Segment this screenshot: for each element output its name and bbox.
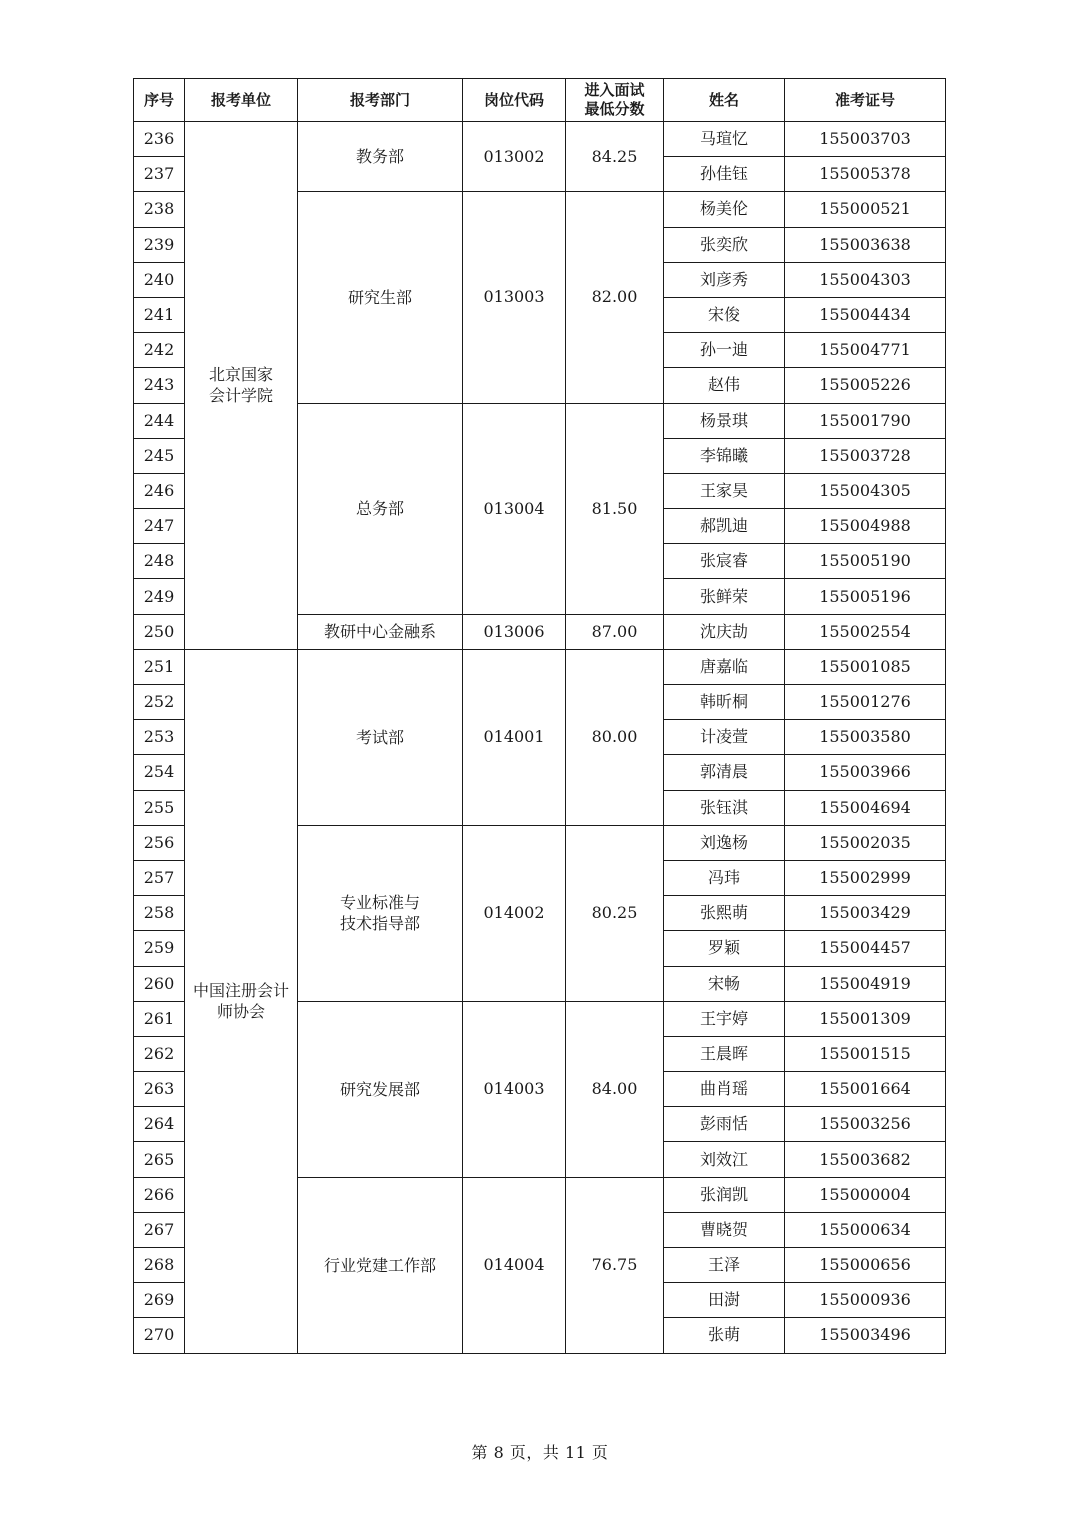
- cell-name: 张宸睿: [664, 544, 785, 579]
- cell-seq: 265: [134, 1142, 185, 1177]
- cell-seq: 254: [134, 755, 185, 790]
- cell-exam-no: 155001790: [785, 403, 946, 438]
- cell-seq: 264: [134, 1107, 185, 1142]
- cell-name: 王家昊: [664, 473, 785, 508]
- table-header: [134, 79, 946, 122]
- cell-seq: 269: [134, 1283, 185, 1318]
- cell-exam-no: 155002554: [785, 614, 946, 649]
- cell-code: 013002: [463, 122, 566, 192]
- cell-dept: 教务部: [298, 122, 463, 192]
- cell-name: 刘彦秀: [664, 262, 785, 297]
- cell-seq: 246: [134, 473, 185, 508]
- cell-seq: 268: [134, 1248, 185, 1283]
- cell-name: 彭雨恬: [664, 1107, 785, 1142]
- cell-exam-no: 155005196: [785, 579, 946, 614]
- cell-code: 013006: [463, 614, 566, 649]
- cell-unit: 中国注册会计 师协会: [185, 649, 298, 1353]
- cell-seq: 247: [134, 509, 185, 544]
- cell-exam-no: 155003966: [785, 755, 946, 790]
- cell-score: 76.75: [566, 1177, 664, 1353]
- header-dept: 报考部门: [298, 79, 463, 122]
- cell-name: 张钰淇: [664, 790, 785, 825]
- header-exam-no: 准考证号: [785, 79, 946, 122]
- cell-name: 张鲜荣: [664, 579, 785, 614]
- cell-exam-no: 155000936: [785, 1283, 946, 1318]
- cell-seq: 242: [134, 333, 185, 368]
- cell-dept: 研究发展部: [298, 1001, 463, 1177]
- cell-name: 王晨晖: [664, 1036, 785, 1071]
- header-row: [134, 79, 946, 122]
- cell-seq: 256: [134, 825, 185, 860]
- header-score: 进入面试 最低分数: [566, 79, 664, 122]
- cell-seq: 237: [134, 157, 185, 192]
- cell-seq: 258: [134, 896, 185, 931]
- cell-seq: 267: [134, 1212, 185, 1247]
- cell-exam-no: 155001085: [785, 649, 946, 684]
- cell-seq: 259: [134, 931, 185, 966]
- cell-dept: 总务部: [298, 403, 463, 614]
- cell-name: 郭清晨: [664, 755, 785, 790]
- cell-code: 014004: [463, 1177, 566, 1353]
- header-name: 姓名: [664, 79, 785, 122]
- cell-seq: 239: [134, 227, 185, 262]
- cell-exam-no: 155002999: [785, 860, 946, 895]
- cell-exam-no: 155004303: [785, 262, 946, 297]
- cell-name: 张奕欣: [664, 227, 785, 262]
- cell-name: 孙一迪: [664, 333, 785, 368]
- cell-seq: 250: [134, 614, 185, 649]
- cell-seq: 253: [134, 720, 185, 755]
- cell-exam-no: 155004919: [785, 966, 946, 1001]
- cell-exam-no: 155003580: [785, 720, 946, 755]
- cell-exam-no: 155000656: [785, 1248, 946, 1283]
- cell-dept: 考试部: [298, 649, 463, 825]
- cell-code: 014002: [463, 825, 566, 1001]
- cell-score: 84.00: [566, 1001, 664, 1177]
- cell-name: 王宇婷: [664, 1001, 785, 1036]
- cell-name: 韩昕桐: [664, 685, 785, 720]
- cell-score: 81.50: [566, 403, 664, 614]
- cell-name: 马瑄忆: [664, 122, 785, 157]
- cell-seq: 270: [134, 1318, 185, 1353]
- cell-seq: 249: [134, 579, 185, 614]
- cell-exam-no: 155003256: [785, 1107, 946, 1142]
- cell-seq: 238: [134, 192, 185, 227]
- cell-exam-no: 155003496: [785, 1318, 946, 1353]
- cell-code: 014001: [463, 649, 566, 825]
- cell-code: 013003: [463, 192, 566, 403]
- cell-exam-no: 155003728: [785, 438, 946, 473]
- cell-seq: 236: [134, 122, 185, 157]
- cell-seq: 262: [134, 1036, 185, 1071]
- cell-name: 计凌萱: [664, 720, 785, 755]
- cell-name: 孙佳钰: [664, 157, 785, 192]
- cell-exam-no: 155003703: [785, 122, 946, 157]
- cell-seq: 244: [134, 403, 185, 438]
- cell-exam-no: 155004694: [785, 790, 946, 825]
- cell-exam-no: 155003682: [785, 1142, 946, 1177]
- cell-name: 杨景琪: [664, 403, 785, 438]
- cell-unit: 北京国家 会计学院: [185, 122, 298, 650]
- cell-name: 冯玮: [664, 860, 785, 895]
- cell-code: 014003: [463, 1001, 566, 1177]
- cell-seq: 248: [134, 544, 185, 579]
- cell-exam-no: 155001309: [785, 1001, 946, 1036]
- cell-seq: 255: [134, 790, 185, 825]
- cell-code: 013004: [463, 403, 566, 614]
- cell-exam-no: 155002035: [785, 825, 946, 860]
- cell-exam-no: 155000521: [785, 192, 946, 227]
- cell-name: 曲肖瑶: [664, 1072, 785, 1107]
- cell-name: 刘效江: [664, 1142, 785, 1177]
- cell-dept: 行业党建工作部: [298, 1177, 463, 1353]
- cell-exam-no: 155004457: [785, 931, 946, 966]
- cell-dept: 专业标准与 技术指导部: [298, 825, 463, 1001]
- cell-name: 张熙萌: [664, 896, 785, 931]
- cell-name: 罗颖: [664, 931, 785, 966]
- cell-seq: 243: [134, 368, 185, 403]
- cell-exam-no: 155001664: [785, 1072, 946, 1107]
- cell-seq: 241: [134, 297, 185, 332]
- cell-seq: 240: [134, 262, 185, 297]
- cell-score: 82.00: [566, 192, 664, 403]
- cell-seq: 257: [134, 860, 185, 895]
- cell-seq: 251: [134, 649, 185, 684]
- cell-exam-no: 155003429: [785, 896, 946, 931]
- cell-score: 80.25: [566, 825, 664, 1001]
- cell-exam-no: 155003638: [785, 227, 946, 262]
- cell-name: 杨美伦: [664, 192, 785, 227]
- candidate-table: [133, 78, 946, 1354]
- cell-name: 张润凯: [664, 1177, 785, 1212]
- cell-exam-no: 155001515: [785, 1036, 946, 1071]
- cell-name: 李锦曦: [664, 438, 785, 473]
- cell-exam-no: 155000004: [785, 1177, 946, 1212]
- cell-name: 郝凯迪: [664, 509, 785, 544]
- cell-exam-no: 155001276: [785, 685, 946, 720]
- cell-score: 87.00: [566, 614, 664, 649]
- cell-name: 宋畅: [664, 966, 785, 1001]
- cell-exam-no: 155004305: [785, 473, 946, 508]
- cell-name: 田澍: [664, 1283, 785, 1318]
- cell-score: 84.25: [566, 122, 664, 192]
- cell-seq: 245: [134, 438, 185, 473]
- table-row: [134, 122, 946, 157]
- cell-dept: 教研中心金融系: [298, 614, 463, 649]
- header-unit: 报考单位: [185, 79, 298, 122]
- cell-exam-no: 155005378: [785, 157, 946, 192]
- cell-score: 80.00: [566, 649, 664, 825]
- cell-name: 张萌: [664, 1318, 785, 1353]
- cell-name: 赵伟: [664, 368, 785, 403]
- table-body: [134, 122, 946, 1354]
- cell-exam-no: 155004988: [785, 509, 946, 544]
- cell-exam-no: 155004434: [785, 297, 946, 332]
- header-code: 岗位代码: [463, 79, 566, 122]
- cell-name: 曹晓贺: [664, 1212, 785, 1247]
- cell-exam-no: 155004771: [785, 333, 946, 368]
- cell-name: 沈庆劼: [664, 614, 785, 649]
- cell-exam-no: 155005190: [785, 544, 946, 579]
- cell-seq: 263: [134, 1072, 185, 1107]
- cell-exam-no: 155000634: [785, 1212, 946, 1247]
- page-footer: 第 8 页，共 11 页: [471, 1443, 609, 1462]
- cell-seq: 252: [134, 685, 185, 720]
- cell-seq: 261: [134, 1001, 185, 1036]
- cell-exam-no: 155005226: [785, 368, 946, 403]
- cell-name: 唐嘉临: [664, 649, 785, 684]
- header-seq: 序号: [134, 79, 185, 122]
- cell-name: 王泽: [664, 1248, 785, 1283]
- cell-seq: 266: [134, 1177, 185, 1212]
- cell-dept: 研究生部: [298, 192, 463, 403]
- table-row: [134, 649, 946, 684]
- cell-name: 刘逸杨: [664, 825, 785, 860]
- cell-seq: 260: [134, 966, 185, 1001]
- cell-name: 宋俊: [664, 297, 785, 332]
